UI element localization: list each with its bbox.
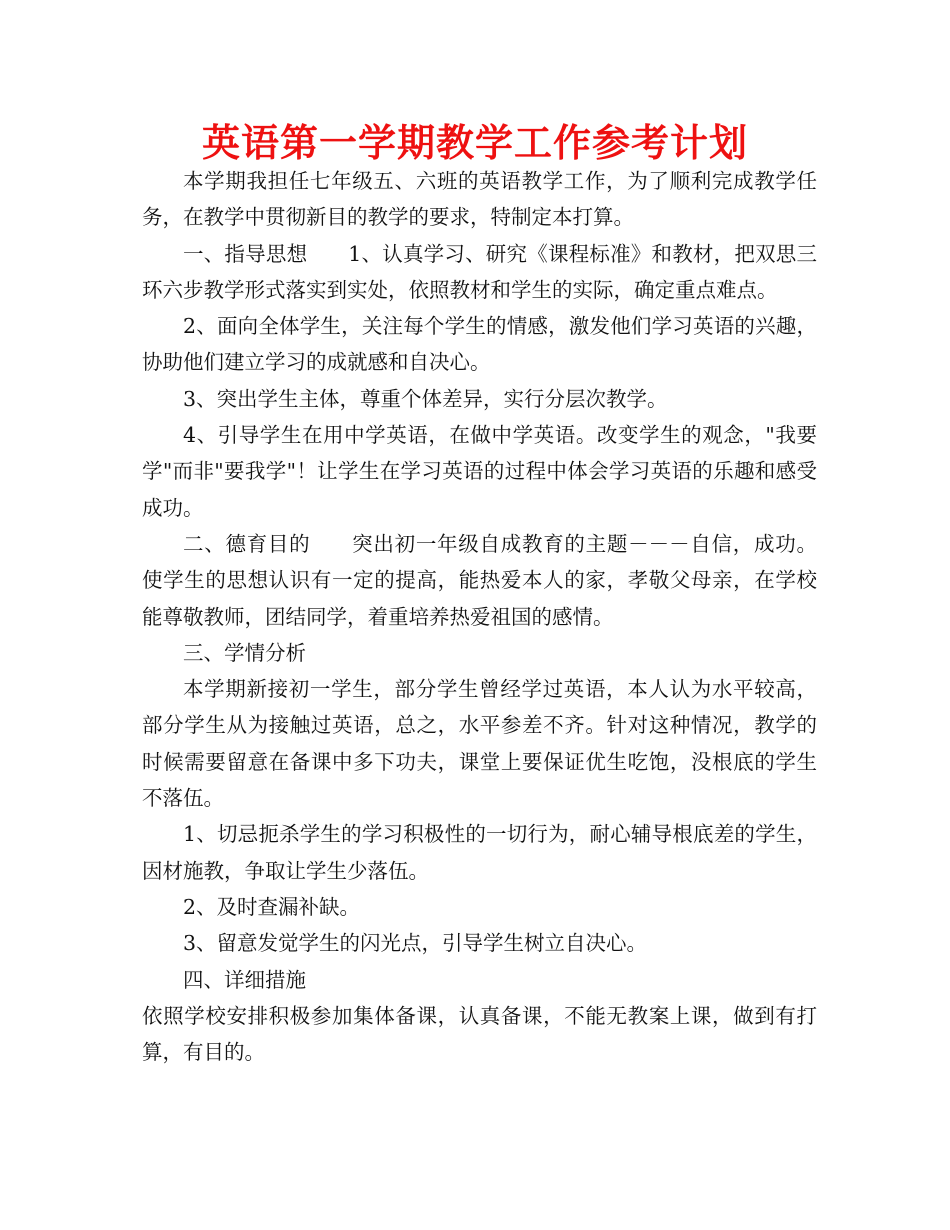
paragraph-student-analysis xyxy=(142,671,817,816)
paragraph-analysis-item-1 xyxy=(142,816,817,889)
paragraph-text: 四、详细措施 xyxy=(183,967,306,992)
paragraph-analysis-item-3 xyxy=(142,925,817,961)
paragraph-text: 1、认真学习、研究《课程标准》和教材，把双思三环六步教学形式落实到实处，依照教材和学生的实际，确定重点难点。 xyxy=(142,241,818,302)
paragraph-text: 本学期我担任七年级五、六班的英语教学工作，为了顺利完成教学任务，在教学中贯彻新目的教学的要求，特制定本打算。 xyxy=(142,169,817,230)
section-heading-measures xyxy=(142,962,817,998)
paragraph-text: 本学期新接初一学生，部分学生曾经学过英语，本人认为水平较高，部分学生从为接触过英语，总之，水平参差不齐。针对这种情况，教学的时候需要留意在备课中多下功夫，课堂上要保证优生吃饱，没根底的学生不落伍。 xyxy=(142,677,817,811)
paragraph-text: 1、切忌扼杀学生的学习积极性的一切行为，耐心辅导根底差的学生，因材施教，争取让学生少落伍。 xyxy=(142,822,817,883)
paragraph-text: 突出初一年级自成教育的主题－－－自信，成功。使学生的思想认识有一定的提高，能热爱本人的家，孝敬父母亲，在学校能尊敬教师，团结同学，着重培养热爱祖国的感情。 xyxy=(142,531,818,629)
paragraph-item-3 xyxy=(142,381,817,417)
paragraph-text: 2、面向全体学生，关注每个学生的情感，激发他们学习英语的兴趣，协助他们建立学习的成就感和自决心。 xyxy=(142,314,817,375)
paragraph-text: 2、及时查漏补缺。 xyxy=(183,894,361,919)
document-title: 英语第一学期教学工作参考计划 xyxy=(201,120,748,165)
paragraph-text: 3、留意发觉学生的闪光点，引导学生树立自决心。 xyxy=(183,931,648,956)
paragraph-item-2 xyxy=(142,308,817,381)
paragraph-moral-education xyxy=(142,526,817,635)
paragraph-intro xyxy=(142,163,817,236)
paragraph-text: 4、引导学生在用中学英语，在做中学英语。改变学生的观念，"我要学"而非"要我学"！让学生在学习英语的过程中体会学习英语的乐趣和感受成功。 xyxy=(142,423,817,520)
paragraph-text: 依照学校安排积极参加集体备课，认真备课，不能无教案上课，做到有打算，有目的。 xyxy=(142,1003,817,1065)
paragraph-guiding-thought xyxy=(142,236,817,309)
paragraph-text: 3、突出学生主体，尊重个体差异，实行分层次教学。 xyxy=(183,386,668,411)
section-heading-guiding-thought: 一、指导思想 xyxy=(183,241,308,266)
section-heading-student-analysis xyxy=(142,635,817,671)
paragraph-measures xyxy=(142,998,817,1071)
paragraph-analysis-item-2 xyxy=(142,889,817,925)
paragraph-text: 三、学情分析 xyxy=(183,640,306,665)
document-body xyxy=(142,163,817,1070)
section-heading-moral-education: 二、德育目的 xyxy=(183,531,311,556)
paragraph-item-4 xyxy=(142,417,817,526)
